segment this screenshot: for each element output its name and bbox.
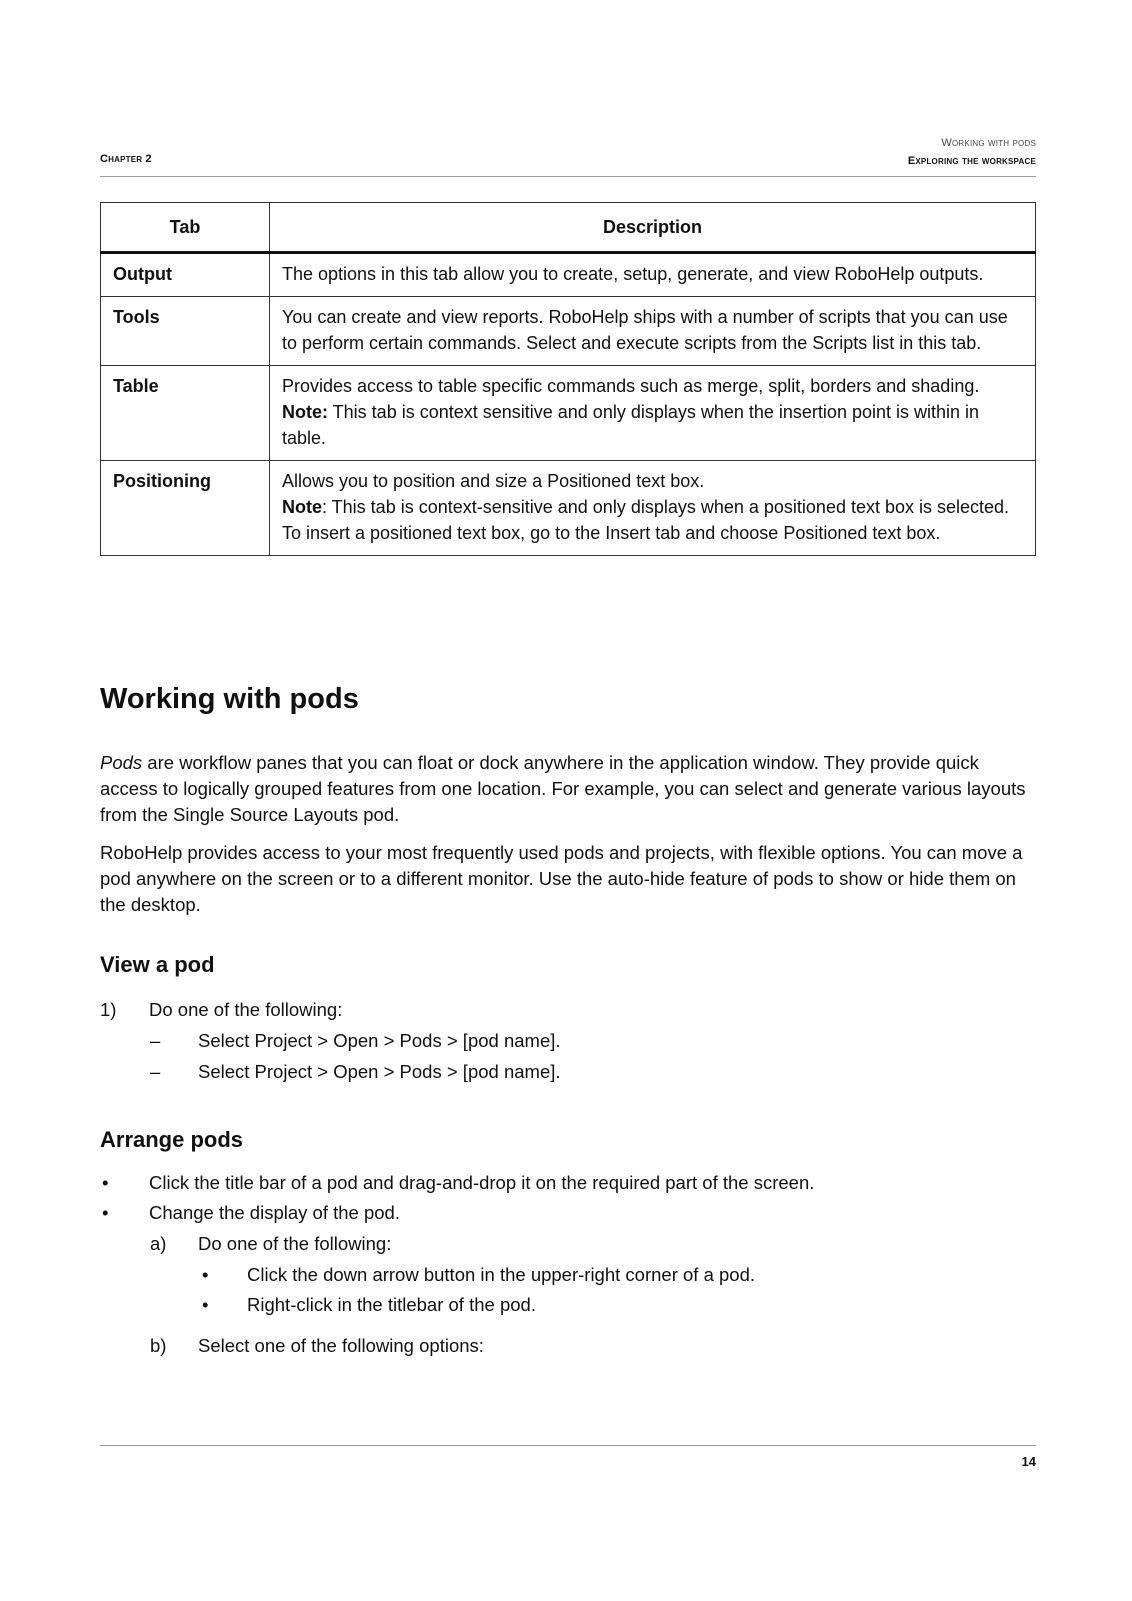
header-subsection: Exploring the workspace [907, 155, 1036, 167]
list-item: Click the down arrow button in the upper-right corner of a pod. [247, 1264, 756, 1285]
note [282, 494, 1023, 546]
bullet-marker: • [202, 1264, 209, 1285]
table-cell-tab: Output [101, 253, 270, 297]
intro-paragraph [100, 750, 1036, 828]
sub-step-text: Select one of the following options: [198, 1335, 484, 1356]
table-cell-description [270, 461, 1036, 556]
chapter-label: Chapter 2 [100, 153, 152, 165]
table-row [101, 366, 1036, 461]
table-header-description: Description [270, 203, 1036, 253]
table-header-tab: Tab [101, 203, 270, 253]
list-item: Select Project > Open > Pods > [pod name]. [198, 1061, 561, 1082]
table-cell-description [270, 366, 1036, 461]
table-header-row [101, 203, 1036, 253]
list-item: Select Project > Open > Pods > [pod name]. [198, 1030, 561, 1051]
table-row [101, 253, 1036, 297]
tab-description-table [100, 202, 1036, 556]
table-cell-tab: Table [101, 366, 270, 461]
header-right [908, 134, 1036, 170]
intro-paragraph-text: are workflow panes that you can float or dock anywhere in the application window. They provide quick access to logically grouped features from one location. For example, you can select and generate various layouts from the Single Source Layouts pod. [100, 752, 1026, 825]
table-cell-tab: Positioning [101, 461, 270, 556]
sub-step-text: Do one of the following: [198, 1233, 392, 1254]
note-text: This tab is context sensitive and only displays when the insertion point is within in table. [282, 402, 980, 448]
pods-term: Pods [100, 752, 143, 773]
table-cell-description: The options in this tab allow you to create, setup, generate, and view RoboHelp outputs. [270, 253, 1036, 297]
dash-marker: – [150, 1061, 161, 1082]
table-cell-tab: Tools [101, 297, 270, 366]
body-paragraph: RoboHelp provides access to your most frequently used pods and projects, with flexible options. You can move a pod anywhere on the screen or to a different monitor. Use the auto-hide feature of pods to show or hide them on the desktop. [100, 842, 1023, 915]
section-heading: Working with pods [100, 683, 359, 715]
page-number: 14 [1021, 1454, 1036, 1469]
bullet-marker: • [202, 1294, 209, 1315]
header-section: Working with pods [941, 137, 1036, 149]
note-text: : This tab is context-sensitive and only displays when a positioned text box is selected. To insert a positioned text box, go to the Insert tab and choose Positioned text box. [282, 497, 1010, 543]
list-item: Change the display of the pod. [149, 1202, 400, 1223]
view-pod-heading: View a pod [100, 952, 215, 977]
sub-step-marker: b) [150, 1335, 167, 1356]
bullet-marker: • [102, 1202, 109, 1223]
list-item: Click the title bar of a pod and drag-and-drop it on the required part of the screen. [149, 1172, 815, 1193]
table-cell-description: You can create and view reports. RoboHelp ships with a number of scripts that you can use to perform certain commands. Select and execute scripts from the Scripts list in this tab. [270, 297, 1036, 366]
running-header [100, 130, 1036, 177]
table-row [101, 461, 1036, 556]
list-item: Right-click in the titlebar of the pod. [247, 1294, 536, 1315]
table-row [101, 297, 1036, 366]
description-text: Provides access to table specific commands such as merge, split, borders and shading. [282, 376, 980, 396]
note-label: Note [282, 497, 322, 517]
arrange-pods-heading: Arrange pods [100, 1127, 244, 1152]
dash-marker: – [150, 1030, 161, 1051]
footer-divider [100, 1445, 1036, 1446]
note-label: Note: [282, 402, 328, 422]
sub-step-marker: a) [150, 1233, 167, 1254]
step-number: 1) [100, 999, 117, 1020]
bullet-marker: • [102, 1172, 109, 1193]
note [282, 399, 1023, 451]
description-text: Allows you to position and size a Positioned text box. [282, 471, 705, 491]
step-text: Do one of the following: [149, 999, 343, 1020]
